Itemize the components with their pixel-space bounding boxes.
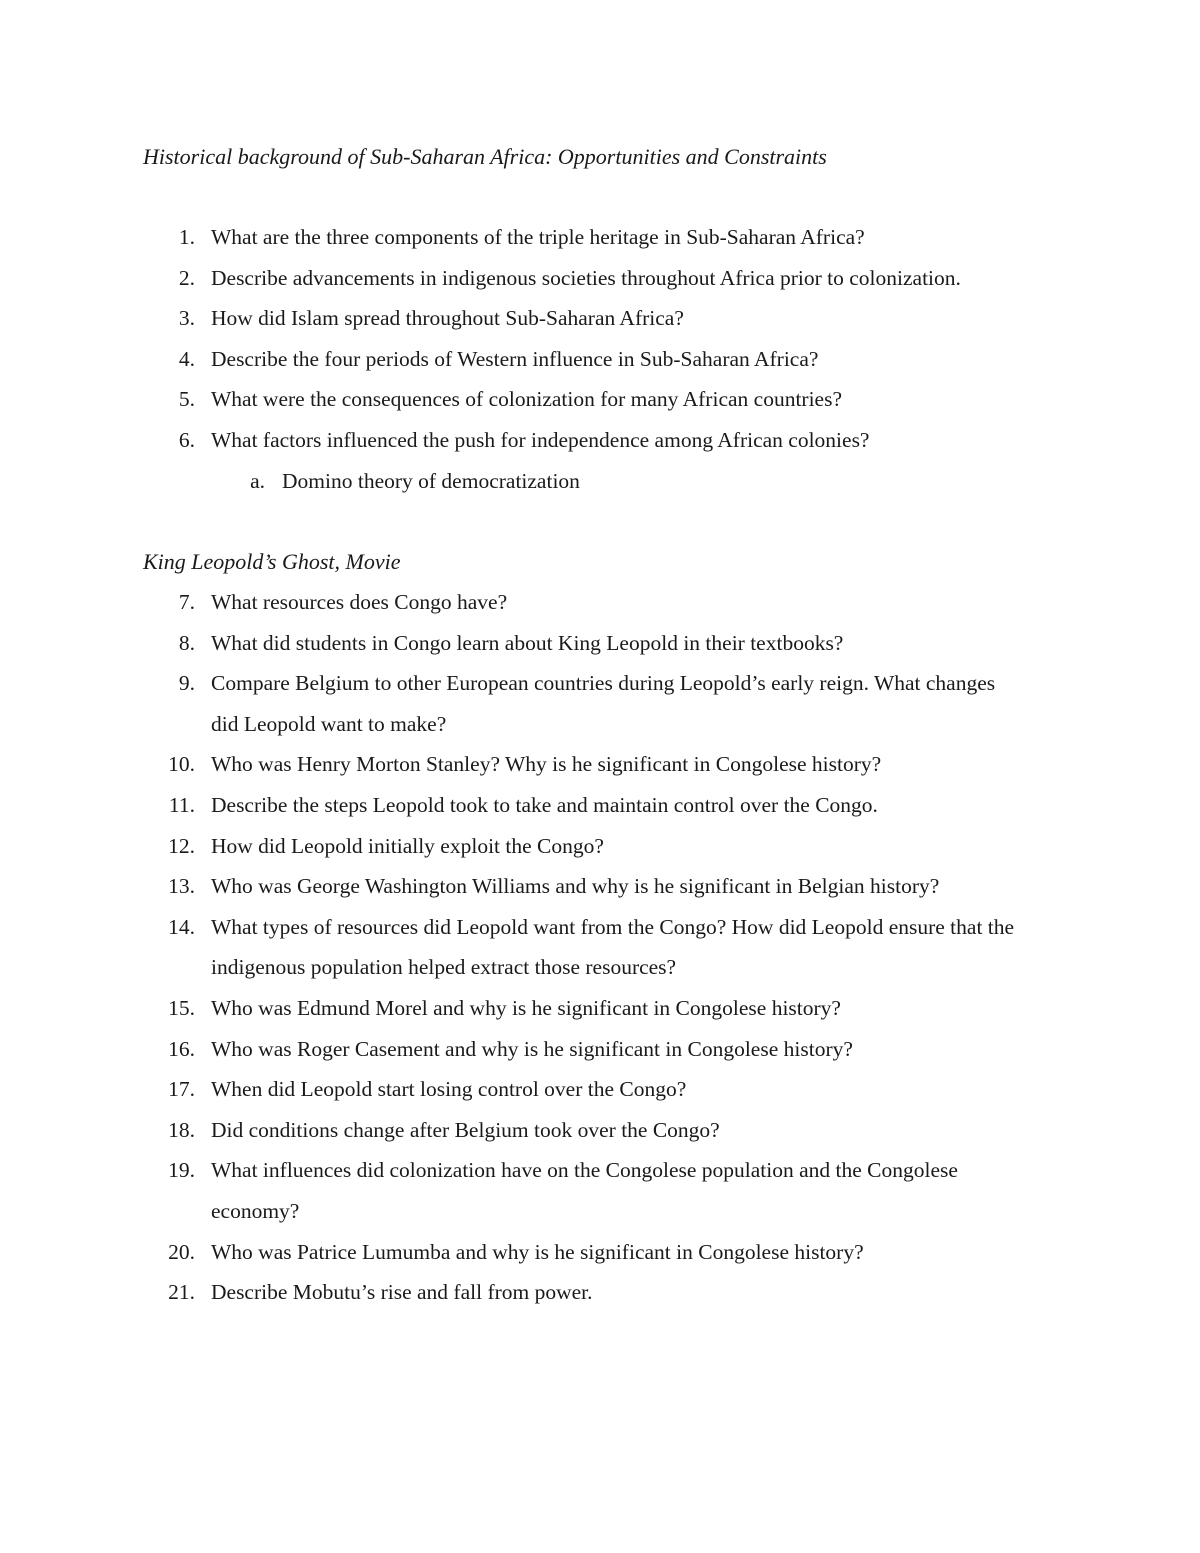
question-text: How did Islam spread throughout Sub-Saharan Africa? [211, 306, 684, 331]
question-item [0, 1069, 1200, 1110]
question-list-section-1 [0, 217, 1200, 501]
question-item [0, 907, 1200, 988]
question-number: 11. [168, 792, 195, 817]
question-text: Who was Patrice Lumumba and why is he significant in Congolese history? [211, 1239, 864, 1264]
question-item [0, 744, 1200, 785]
question-number: 8. [178, 630, 195, 655]
question-number: 9. [178, 671, 195, 696]
question-item [0, 339, 1200, 380]
section-title-king-leopolds-ghost: King Leopold’s Ghost, Movie [143, 549, 401, 574]
question-text: What were the consequences of colonization for many African countries? [211, 387, 843, 412]
question-text: Describe the steps Leopold took to take and maintain control over the Congo. [211, 792, 878, 817]
question-text: What types of resources did Leopold want from the Congo? How did Leopold ensure that the indigenous population helped extract those resources? [211, 914, 1015, 980]
question-item [0, 1150, 1200, 1231]
question-item [0, 1029, 1200, 1070]
question-text: Who was Edmund Morel and why is he significant in Congolese history? [211, 995, 841, 1020]
sub-question-text: Domino theory of democratization [282, 468, 580, 493]
question-item [0, 1272, 1200, 1313]
sub-question-item [0, 461, 1200, 502]
sub-question-letter: a. [250, 468, 265, 493]
question-number: 2. [178, 265, 195, 290]
question-item [0, 826, 1200, 867]
question-number: 18. [168, 1117, 195, 1142]
question-item [0, 1110, 1200, 1151]
question-item [0, 785, 1200, 826]
question-number: 12. [168, 833, 195, 858]
question-number: 17. [168, 1077, 195, 1102]
question-text: Describe the four periods of Western influence in Sub-Saharan Africa? [211, 346, 819, 371]
question-list-section-2 [0, 582, 1200, 1313]
question-text: Who was Henry Morton Stanley? Why is he significant in Congolese history? [211, 752, 882, 777]
question-item [0, 258, 1200, 299]
question-text: When did Leopold start losing control over the Congo? [211, 1077, 687, 1102]
question-number: 19. [168, 1158, 195, 1183]
question-text: Describe advancements in indigenous societies throughout Africa prior to colonization. [211, 265, 961, 290]
question-item [0, 217, 1200, 258]
question-text: Compare Belgium to other European countries during Leopold’s early reign. What changes did Leopold want to make? [211, 671, 996, 736]
question-number: 1. [178, 225, 195, 249]
question-text: Did conditions change after Belgium took over the Congo? [211, 1117, 720, 1142]
question-item [0, 582, 1200, 623]
question-number: 6. [178, 427, 195, 452]
question-item [0, 420, 1200, 461]
question-number: 20. [168, 1239, 195, 1264]
question-text: What resources does Congo have? [211, 590, 508, 614]
question-number: 16. [168, 1036, 195, 1061]
question-number: 10. [168, 752, 195, 777]
question-number: 14. [168, 914, 195, 939]
question-text: What influences did colonization have on the Congolese population and the Congolese economy? [211, 1158, 958, 1223]
question-item [0, 866, 1200, 907]
question-number: 3. [178, 306, 195, 331]
question-text: What are the three components of the triple heritage in Sub-Saharan Africa? [211, 225, 865, 249]
question-item [0, 1232, 1200, 1273]
question-text: What did students in Congo learn about King Leopold in their textbooks? [211, 630, 844, 655]
question-number: 5. [178, 387, 195, 412]
question-number: 7. [178, 590, 195, 614]
question-item [0, 988, 1200, 1029]
question-item [0, 663, 1200, 744]
question-number: 15. [168, 995, 195, 1020]
question-text: How did Leopold initially exploit the Congo? [211, 833, 604, 858]
question-item [0, 298, 1200, 339]
question-number: 13. [168, 874, 195, 899]
question-number: 21. [168, 1280, 195, 1305]
question-text: Describe Mobutu’s rise and fall from power. [211, 1280, 593, 1305]
question-text: Who was George Washington Williams and why is he significant in Belgian history? [211, 874, 940, 899]
question-text: Who was Roger Casement and why is he significant in Congolese history? [211, 1036, 853, 1061]
section-title-historical-background: Historical background of Sub-Saharan Africa: Opportunities and Constraints [143, 144, 827, 169]
question-item [0, 379, 1200, 420]
question-number: 4. [178, 346, 195, 371]
question-text: What factors influenced the push for independence among African colonies? [211, 427, 870, 452]
question-item [0, 623, 1200, 664]
